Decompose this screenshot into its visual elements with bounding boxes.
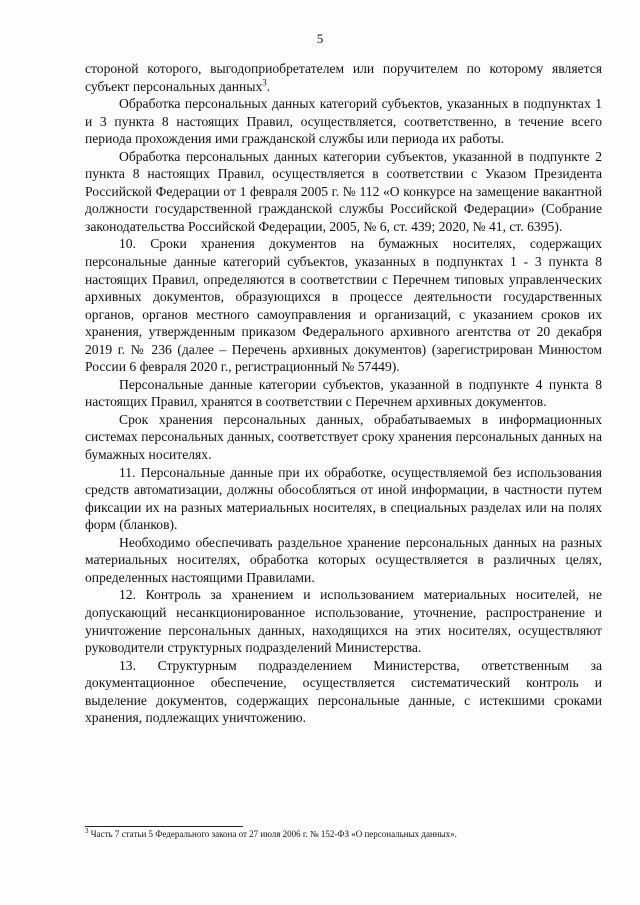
footnote — [85, 829, 602, 840]
document-body — [85, 60, 602, 727]
paragraph: Обработка персональных данных категорий субъектов, указанных в подпунктах 1 и 3 пункта 8 настоящих Правил, осуществляется, соответственно, в течение всего периода прохождения ими гражданской службы или периода их работы. — [85, 96, 602, 147]
paragraph: Персональные данные категории субъектов, указанной в подпункте 4 пункта 8 настоящих Правил, хранятся в соответствии с Перечнем архивных документов. — [85, 376, 602, 410]
paragraph-text: стороной которого, выгодоприобретателем или поручителем по которому является субъект персональных данных — [85, 61, 602, 94]
paragraph: 12. Контроль за хранением и использованием материальных носителей, не допускающий несанкционированное использование, уточнение, распространение и уничтожение персональных данных, находящихся на этих носителях, осуществляют руководители структурных подразделений Министерства. — [85, 587, 602, 656]
footnote-text: Часть 7 статьи 5 Федерального закона от 27 июля 2006 г. № 152-ФЗ «О персональных данных». — [88, 829, 457, 839]
paragraph: 11. Персональные данные при их обработке, осуществляемой без использования средств автоматизации, должны обособляться от иной информации, в частности путем фиксации их на разных материальных носителях, в специальных разделах или на полях форм (бланков). — [85, 464, 602, 533]
paragraph: 13. Структурным подразделением Министерства, ответственным за документационное обеспечение, осуществляется систематический контроль и выделение документов, содержащих персональные данные, с истекшими сроками хранения, подлежащих уничтожению. — [85, 657, 602, 726]
paragraph: 10. Сроки хранения документов на бумажных носителях, содержащих персональные данные категорий субъектов, указанных в подпунктах 1 - 3 пункта 8 настоящих Правил, определяются в соответствии с Перечнем типовых управленческих архивных документов, образующихся в процессе деятельности государственных органов, органов местного самоуправления и организаций, с указанием сроков их хранения, утвержденным приказом Федерального архивного агентства от 20 декабря 2019 г. № 236 (далее – Перечень архивных документов) (зарегистрирован Минюстом России 6 февраля 2020 г., регистрационный № 57449). — [85, 236, 602, 375]
paragraph: Срок хранения персональных данных, обрабатываемых в информационных системах персональных данных, соответствует сроку хранения персональных данных на бумажных носителях. — [85, 411, 602, 463]
footnote-separator — [85, 826, 243, 827]
footnote-marker: 3 — [85, 827, 89, 835]
paragraph: Обработка персональных данных категории субъектов, указанной в подпункте 2 пункта 8 настоящих Правил, осуществляется в соответствии с Указом Президента Российской Федерации от 1 февраля 2005 г. № 112 «О конкурсе на замещение вакантной должности государственной гражданской службы Российской Федерации» (Собрание законодательства Российской Федерации, 2005, № 6, ст. 439; 2020, № 41, ст. 6395). — [85, 148, 602, 234]
paragraph-continuation — [85, 60, 602, 95]
paragraph-punctuation: . — [266, 78, 271, 94]
page-number: 5 — [316, 31, 324, 46]
footnote-reference[interactable]: 3 — [262, 77, 267, 88]
paragraph: Необходимо обеспечивать раздельное хранение персональных данных на разных материальных носителях, обработка которых осуществляется в различных целях, определенных настоящими Правилами. — [85, 534, 602, 585]
